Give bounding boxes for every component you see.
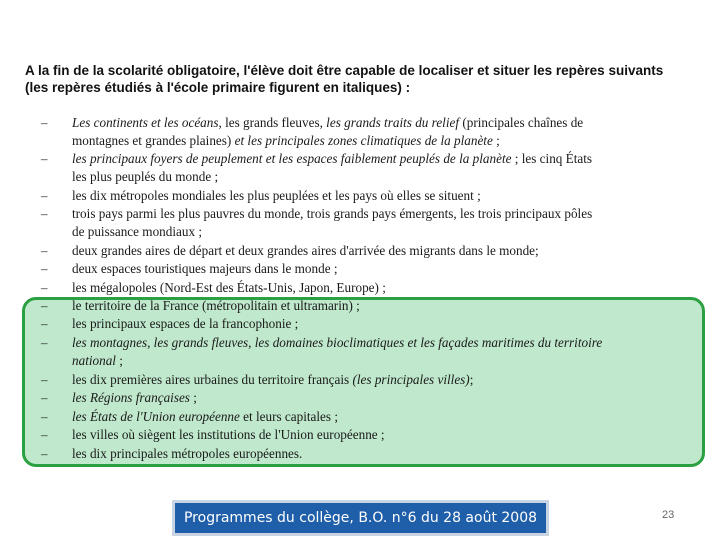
list-item-line (72, 352, 692, 370)
text-segment: (principales chaînes de (459, 115, 584, 130)
text-segment: de puissance mondiaux ; (72, 224, 203, 239)
list-item-line (72, 242, 692, 260)
list-bullet: – (41, 372, 48, 387)
list-item-text (72, 371, 692, 389)
italic-segment: (les principales villes) (352, 372, 470, 387)
text-segment: les dix métropoles mondiales les plus peuplées et les pays où elles se situent ; (72, 188, 481, 203)
italic-segment: les montagnes, les grands fleuves, les domaines bioclimatiques et les façades maritimes du territoire (72, 335, 603, 350)
list-item-line (72, 150, 692, 168)
list-item-line (72, 445, 692, 463)
text-segment: les dix principales métropoles européennes. (72, 446, 303, 461)
italic-segment: les principaux foyers de peuplement et les espaces faiblement peuplés de la planète (72, 151, 512, 166)
text-segment: et leurs capitales ; (239, 409, 339, 424)
list-bullet: – (41, 280, 48, 295)
list-item-text (72, 279, 692, 297)
list-item-line (72, 315, 692, 333)
text-segment: deux grandes aires de départ et deux grandes aires d'arrivée des migrants dans le monde; (72, 243, 539, 258)
text-segment: les mégalopoles (Nord-Est des États-Unis, Japon, Europe) ; (72, 280, 386, 295)
list-item-line (72, 279, 692, 297)
list-item-line (72, 168, 692, 186)
text-segment: les plus peuplés du monde ; (72, 169, 219, 184)
text-segment: ; (469, 372, 474, 387)
italic-segment: national (72, 353, 116, 368)
list-item-line (72, 426, 692, 444)
text-segment: montagnes et grandes plaines) (72, 133, 235, 148)
list-bullet: – (41, 298, 48, 313)
source-footer (172, 500, 549, 536)
italic-segment: les grands traits du relief (326, 115, 460, 130)
list-bullet: – (41, 390, 48, 405)
list-item-text (72, 297, 692, 315)
list-bullet: – (41, 206, 48, 221)
list-item-line (72, 389, 692, 407)
list-item-line (72, 114, 692, 132)
list-item-line (72, 297, 692, 315)
list-item-text (72, 187, 692, 205)
text-segment: les villes où siègent les institutions de l'Union européenne ; (72, 427, 385, 442)
list-item-text (72, 408, 692, 426)
text-segment: trois pays parmi les plus pauvres du monde, trois grands pays émergents, les trois principaux pôles (72, 206, 593, 221)
list-item-text (72, 426, 692, 444)
list-item-text (72, 445, 692, 463)
text-segment: ; les cinq États (511, 151, 593, 166)
list-item-text (72, 114, 692, 150)
list-bullet: – (41, 409, 48, 424)
list-item-text (72, 150, 692, 186)
heading-line-2: (les repères étudiés à l'école primaire figurent en italiques) : (25, 80, 411, 95)
source-footer-label: Programmes du collège, B.O. n°6 du 28 août 2008 (183, 510, 538, 526)
text-segment: ; (492, 133, 500, 148)
text-segment: les principaux espaces de la francophonie ; (72, 316, 299, 331)
list-item-line (72, 132, 692, 150)
text-segment: le territoire de la France (métropolitain et ultramarin) ; (72, 298, 360, 313)
list-bullet: – (41, 446, 48, 461)
list-bullet: – (41, 316, 48, 331)
list-item-text (72, 389, 692, 407)
list-item-line (72, 334, 692, 352)
page-number: 23 (662, 509, 675, 521)
list-item-text (72, 260, 692, 278)
list-bullet: – (41, 243, 48, 258)
text-segment: les dix premières aires urbaines du territoire français (72, 372, 353, 387)
list-item-text (72, 334, 692, 370)
list-item-text (72, 205, 692, 241)
italic-segment: les Régions françaises (72, 390, 190, 405)
italic-segment: les États de l'Union européenne (72, 409, 240, 424)
text-segment: , les grands fleuves, (218, 115, 327, 130)
list-item-text (72, 242, 692, 260)
list-bullet: – (41, 151, 48, 166)
italic-segment: Les continents et les océans (72, 115, 219, 130)
list-bullet: – (41, 335, 48, 350)
italic-segment: et les principales zones climatiques de la planète (234, 133, 493, 148)
list-item-line (72, 187, 692, 205)
list-bullet: – (41, 427, 48, 442)
list-item-line (72, 408, 692, 426)
list-item-line (72, 371, 692, 389)
list-bullet: – (41, 261, 48, 276)
list-item-line (72, 205, 692, 223)
text-segment: ; (189, 390, 197, 405)
text-segment: ; (115, 353, 123, 368)
list-item-text (72, 315, 692, 333)
list-item-line (72, 223, 692, 241)
list-bullet: – (41, 188, 48, 203)
list-item-line (72, 260, 692, 278)
list-bullet: – (41, 115, 48, 130)
text-segment: deux espaces touristiques majeurs dans le monde ; (72, 261, 338, 276)
heading-line-1: A la fin de la scolarité obligatoire, l'élève doit être capable de localiser et situer les repères suivants (25, 63, 664, 78)
